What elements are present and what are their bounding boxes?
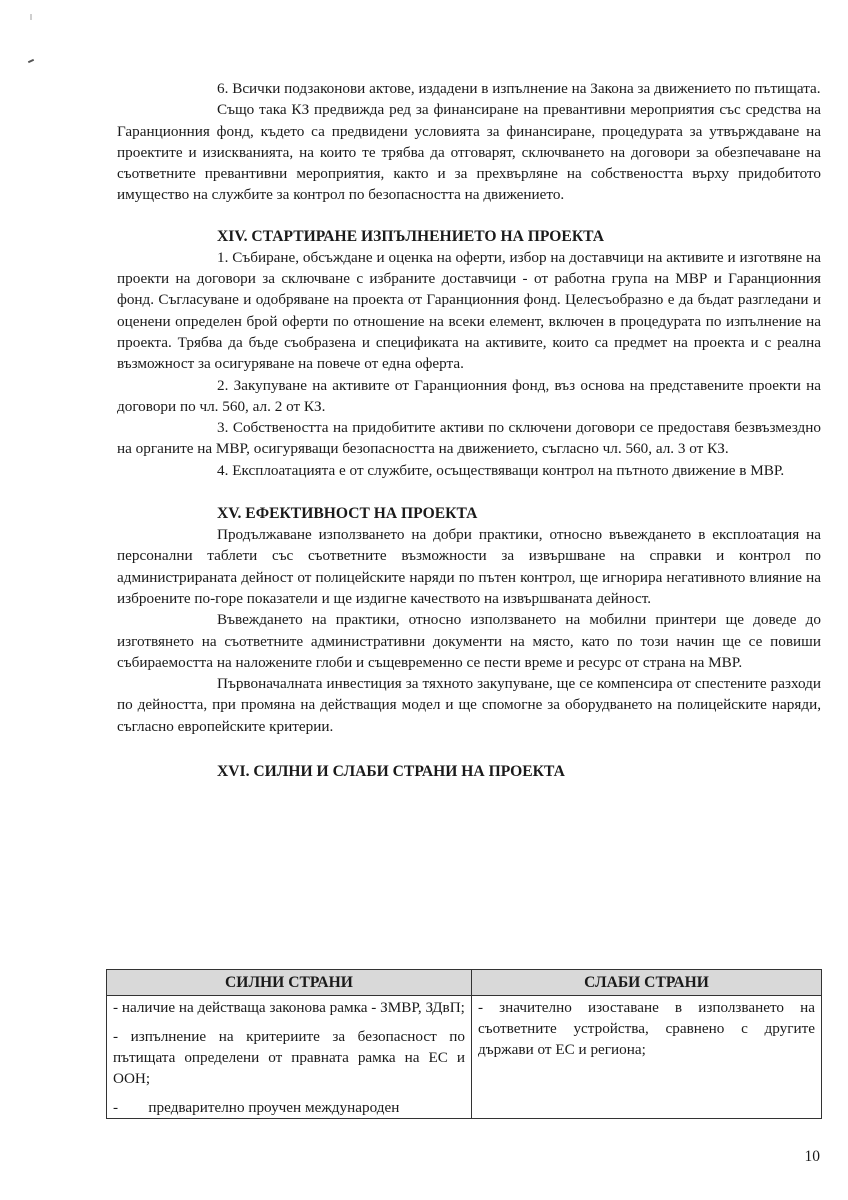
weaknesses-cell [472,996,822,1119]
column-header-weaknesses: СЛАБИ СТРАНИ [472,970,822,996]
section-xiv-item-4: 4. Експлоатацията е от службите, осъществяващи контрол на пътното движение в МВР. [217,461,785,479]
strength-item: - предварително проучен международен [113,1099,400,1116]
intro-paragraph: Също така КЗ предвижда ред за финансиране на превантивни мероприятия със средства на Гаранционния фонд, където са предвидени условията за финансиране, процедурата за утвърждаване на проектите и изискванията, на които те трябва да отговарят, сключването на договори за обезпечаване на съответните превантивни мероприятия, както и за прехвърляне на собствеността върху придобитото имущество на службите за контрол по безопасността на движението. [117,101,821,204]
swot-table [106,969,822,1119]
intro-item-6: 6. Всички подзаконови актове, издадени в изпълнение на Закона за движението по пътищата. [217,80,821,97]
column-header-strengths: СИЛНИ СТРАНИ [107,970,472,996]
scan-mark [28,59,34,63]
table-header-row [107,970,822,996]
section-xv-paragraph-3: Първоначалната инвестиция за тяхното закупуване, ще се компенсира от спестените разходи по дейността, при промяна на действащия модел и ще спомогне за оборудването на полицейските наряди, съгласно европейските критерии. [117,675,821,735]
section-xv-paragraph-1: Продължаване използването на добри практики, относно въвеждането в експлоатация на персонални таблети със съответните възможности за извършване на справки и контрол по администрираната дейност от полицейските наряди по пътен контрол, ще игнорира негативното влияние на изброените по-горе показатели и ще издигне качеството на извършваната дейност. [117,526,821,607]
section-xiv-item-1: 1. Събиране, обсъждане и оценка на оферти, избор на доставчици на активите и изготвяне на проекти на договори за сключване с избраните доставчици - от работна група на МВР и Гаранционния фонд. Съгласуване и одобряване на проекта от Гаранционния фонд. Целесъобразно е да бъдат разгледани и оценени определен брой оферти по отношение на всеки елемент, включен в процедурата по изпълнение на проекта. Трябва да бъде съобразена и спецификата на активите, които са предмет на проекта и с реална възможност за осигуряване на повече от една оферта. [117,248,821,373]
weakness-item: - значително изоставане в използването на съответните устройства, сравнено с другите държави от ЕС и региона; [478,999,815,1058]
strength-item: - наличие на действаща законова рамка - ЗМВР, ЗДвП; [113,999,465,1016]
strengths-cell [107,996,472,1119]
section-heading-xv: XV. ЕФЕКТИВНОСТ НА ПРОЕКТА [217,505,478,523]
section-xv-paragraph-2: Въвеждането на практики, относно използването на мобилни принтери ще доведе до изготвянето на съответните административни документи на място, като по този начин ще се повиши събираемостта на наложените глоби и същевременно се пести време и ресурс от страна на МВР. [117,611,821,671]
section-xiv-item-2: 2. Закупуване на активите от Гаранционния фонд, въз основа на представените проекти на договори по чл. 560, ал. 2 от КЗ. [117,376,821,415]
page-content [117,78,821,782]
section-heading-xiv: XIV. СТАРТИРАНЕ ИЗПЪЛНЕНИЕТО НА ПРОЕКТА [217,227,605,245]
page-number: 10 [804,1148,820,1165]
section-xiv-item-3: 3. Собствеността на придобитите активи по сключени договори се предоставя безвъзмездно на органите на МВР, осигуряващи безопасността на движението, съгласно чл. 560, ал. 3 от КЗ. [117,419,821,458]
section-heading-xvi: XVI. СИЛНИ И СЛАБИ СТРАНИ НА ПРОЕКТА [217,763,565,781]
scan-speck [30,14,32,20]
table-row [107,996,822,1119]
strength-item: - изпълнение на критериите за безопасност по пътищата определени от правната рамка на ЕС и ООН; [113,1028,465,1087]
